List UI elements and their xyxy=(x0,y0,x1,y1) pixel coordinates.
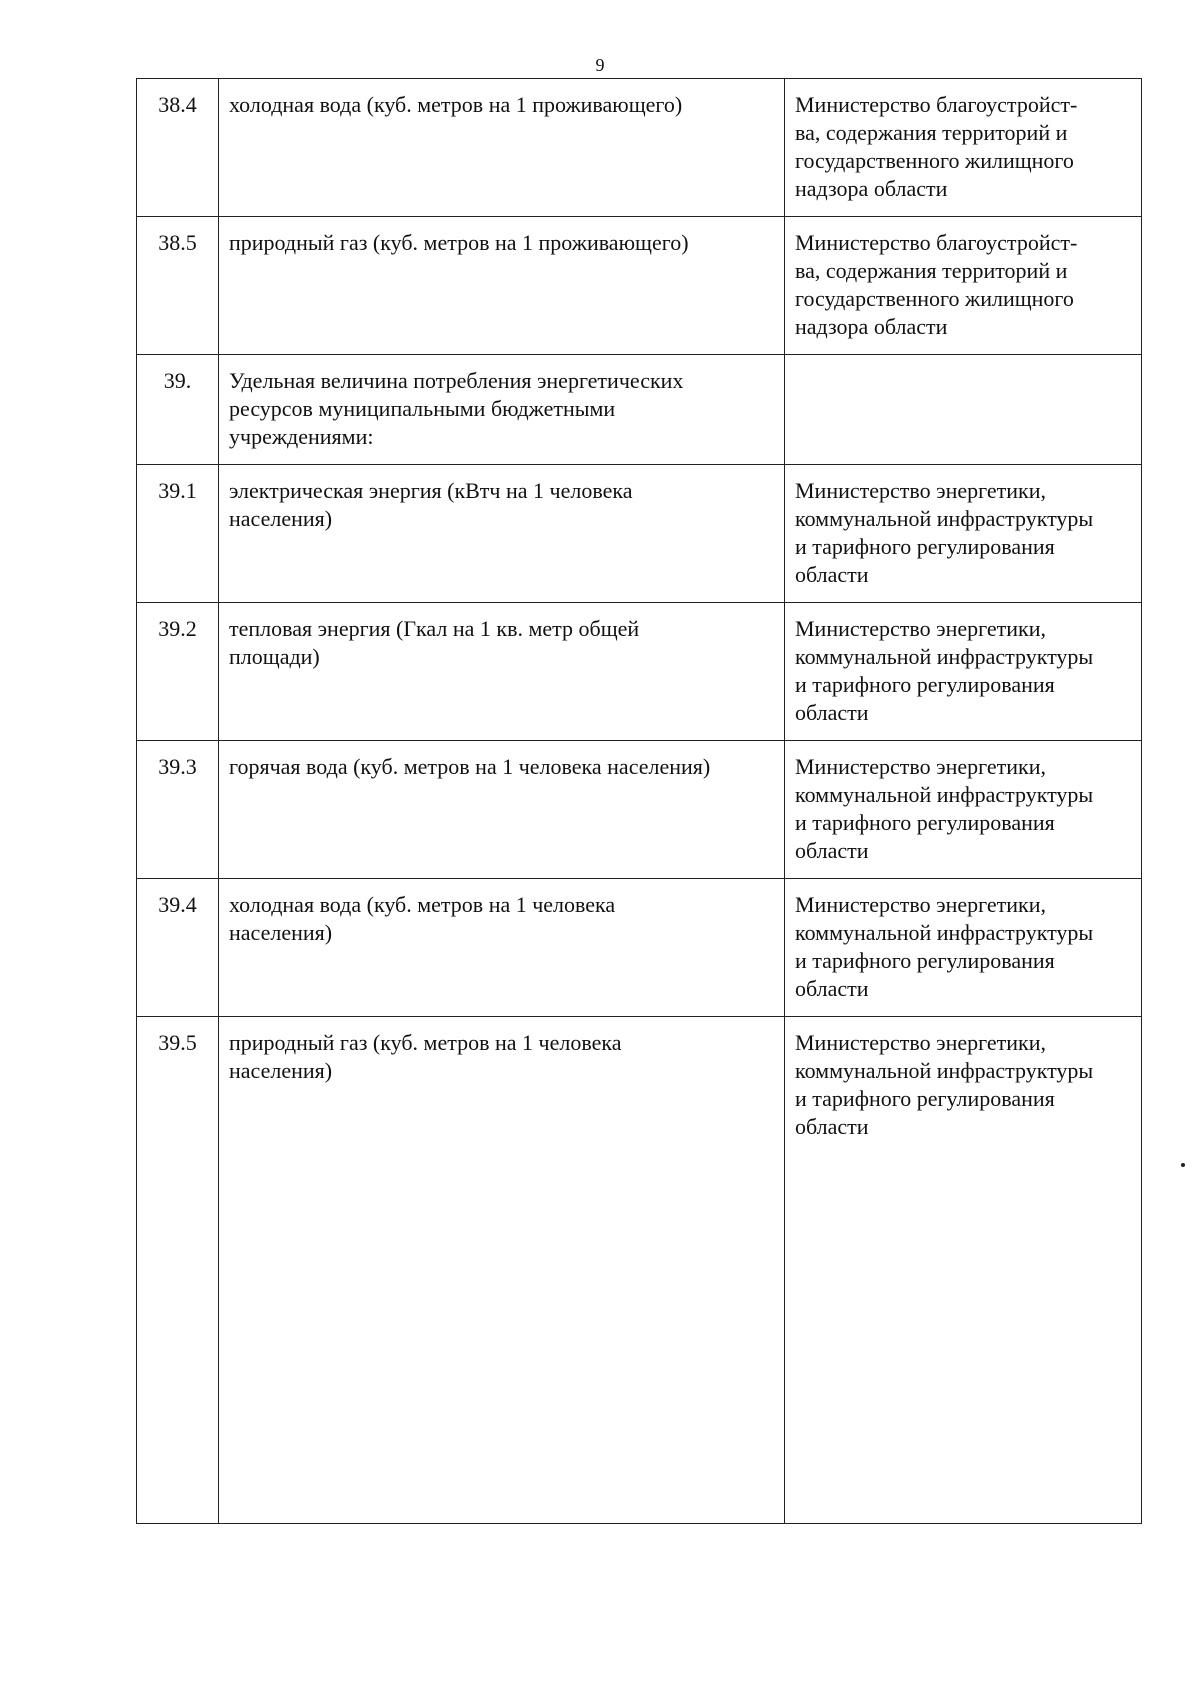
row-description: электрическая энергия (кВтч на 1 человека населения) xyxy=(219,465,785,602)
row-number: 39. xyxy=(137,355,219,464)
row-responsible: Министерство энергетики, коммунальной инфраструктуры и тарифного регулирования области xyxy=(795,892,1094,1001)
indicators-table xyxy=(136,78,1142,1524)
row-responsible: Министерство энергетики, коммунальной инфраструктуры и тарифного регулирования области xyxy=(795,478,1094,587)
row-description: природный газ (куб. метров на 1 человека населения) xyxy=(219,1017,785,1523)
table-row xyxy=(137,217,1141,355)
table-row xyxy=(137,1017,1141,1523)
row-number: 39.2 xyxy=(137,603,219,740)
row-responsible: Министерство благоустройст- ва, содержания территорий и государственного жилищного надзора области xyxy=(795,92,1078,201)
row-number: 39.4 xyxy=(137,879,219,1016)
row-description: горячая вода (куб. метров на 1 человека населения) xyxy=(219,741,785,878)
row-responsible: Министерство энергетики, коммунальной инфраструктуры и тарифного регулирования области xyxy=(795,1030,1094,1139)
row-description: природный газ (куб. метров на 1 проживающего) xyxy=(219,217,785,354)
row-responsible: Министерство энергетики, коммунальной инфраструктуры и тарифного регулирования области xyxy=(795,616,1094,725)
row-description: тепловая энергия (Гкал на 1 кв. метр общей площади) xyxy=(219,603,785,740)
scan-speck xyxy=(1181,1163,1185,1167)
table-row xyxy=(137,741,1141,879)
row-description: Удельная величина потребления энергетических ресурсов муниципальными бюджетными учреждениями: xyxy=(219,355,785,464)
row-description: холодная вода (куб. метров на 1 проживающего) xyxy=(219,79,785,216)
row-number: 39.1 xyxy=(137,465,219,602)
row-number: 38.4 xyxy=(137,79,219,216)
page-number: 9 xyxy=(595,55,605,75)
row-number: 38.5 xyxy=(137,217,219,354)
table-row xyxy=(137,879,1141,1017)
row-number: 39.5 xyxy=(137,1017,219,1523)
row-responsible: Министерство энергетики, коммунальной инфраструктуры и тарифного регулирования области xyxy=(795,754,1094,863)
row-responsible xyxy=(785,355,1141,464)
table-row xyxy=(137,603,1141,741)
row-responsible: Министерство благоустройст- ва, содержания территорий и государственного жилищного надзора области xyxy=(795,230,1078,339)
table-row xyxy=(137,465,1141,603)
table-row xyxy=(137,355,1141,465)
table-row xyxy=(137,79,1141,217)
row-number: 39.3 xyxy=(137,741,219,878)
row-description: холодная вода (куб. метров на 1 человека населения) xyxy=(219,879,785,1016)
